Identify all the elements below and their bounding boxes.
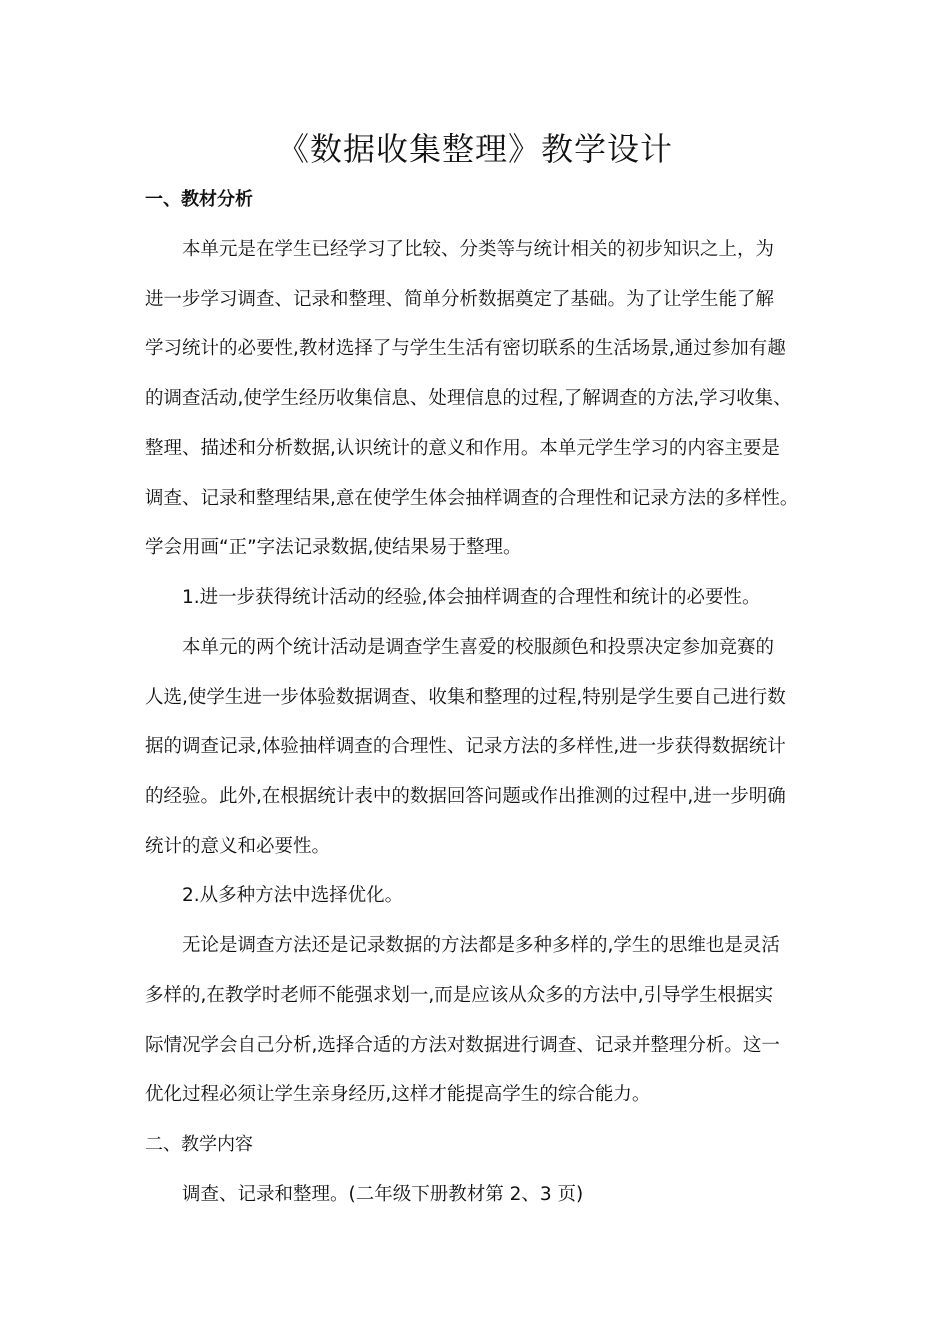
section-heading-teaching-content: 二、教学内容	[145, 1134, 253, 1155]
paragraph-line: 的调查活动,使学生经历收集信息、处理信息的过程,了解调查的方法,学习收集、	[145, 388, 792, 409]
section-heading-textbook-analysis: 一、教材分析	[145, 189, 253, 210]
paragraph-line: 多样的,在教学时老师不能强求划一,而是应该从众多的方法中,引导学生根据实	[145, 985, 774, 1006]
point-2: 2.从多种方法中选择优化。	[182, 885, 404, 906]
paragraph-line: 据的调查记录,体验抽样调查的合理性、记录方法的多样性,进一步获得数据统计	[145, 736, 786, 757]
paragraph-line: 优化过程必须让学生亲身经历,这样才能提高学生的综合能力。	[145, 1084, 651, 1105]
paragraph-line: 统计的意义和必要性。	[145, 836, 331, 857]
paragraph-line: 学会用画“正”字法记录数据,使结果易于整理。	[145, 537, 522, 558]
paragraph-line: 的经验。此外,在根据统计表中的数据回答问题或作出推测的过程中,进一步明确	[145, 786, 786, 807]
point-1: 1.进一步获得统计活动的经验,体会抽样调查的合理性和统计的必要性。	[182, 587, 761, 608]
teaching-content-line: 调查、记录和整理。(二年级下册教材第 2、3 页)	[182, 1184, 584, 1205]
paragraph-line: 整理、描述和分析数据,认识统计的意义和作用。本单元学生学习的内容主要是	[145, 438, 780, 459]
paragraph-line: 本单元是在学生已经学习了比较、分类等与统计相关的初步知识之上，为	[182, 239, 775, 260]
document-title: 《数据收集整理》教学设计	[276, 130, 673, 168]
paragraph-line: 际情况学会自己分析,选择合适的方法对数据进行调查、记录并整理分析。这一	[145, 1035, 780, 1056]
paragraph-line: 本单元的两个统计活动是调查学生喜爱的校服颜色和投票决定参加竞赛的	[182, 637, 775, 658]
paragraph-line: 调查、记录和整理结果,意在使学生体会抽样调查的合理性和记录方法的多样性。	[145, 488, 799, 509]
paragraph-line: 人选,使学生进一步体验数据调查、收集和整理的过程,特别是学生要自己进行数	[145, 687, 786, 708]
paragraph-line: 学习统计的必要性,教材选择了与学生生活有密切联系的生活场景,通过参加有趣	[145, 338, 786, 359]
paragraph-line: 无论是调查方法还是记录数据的方法都是多种多样的,学生的思维也是灵活	[182, 935, 780, 956]
paragraph-line: 进一步学习调查、记录和整理、简单分析数据奠定了基础。为了让学生能了解	[145, 289, 775, 310]
